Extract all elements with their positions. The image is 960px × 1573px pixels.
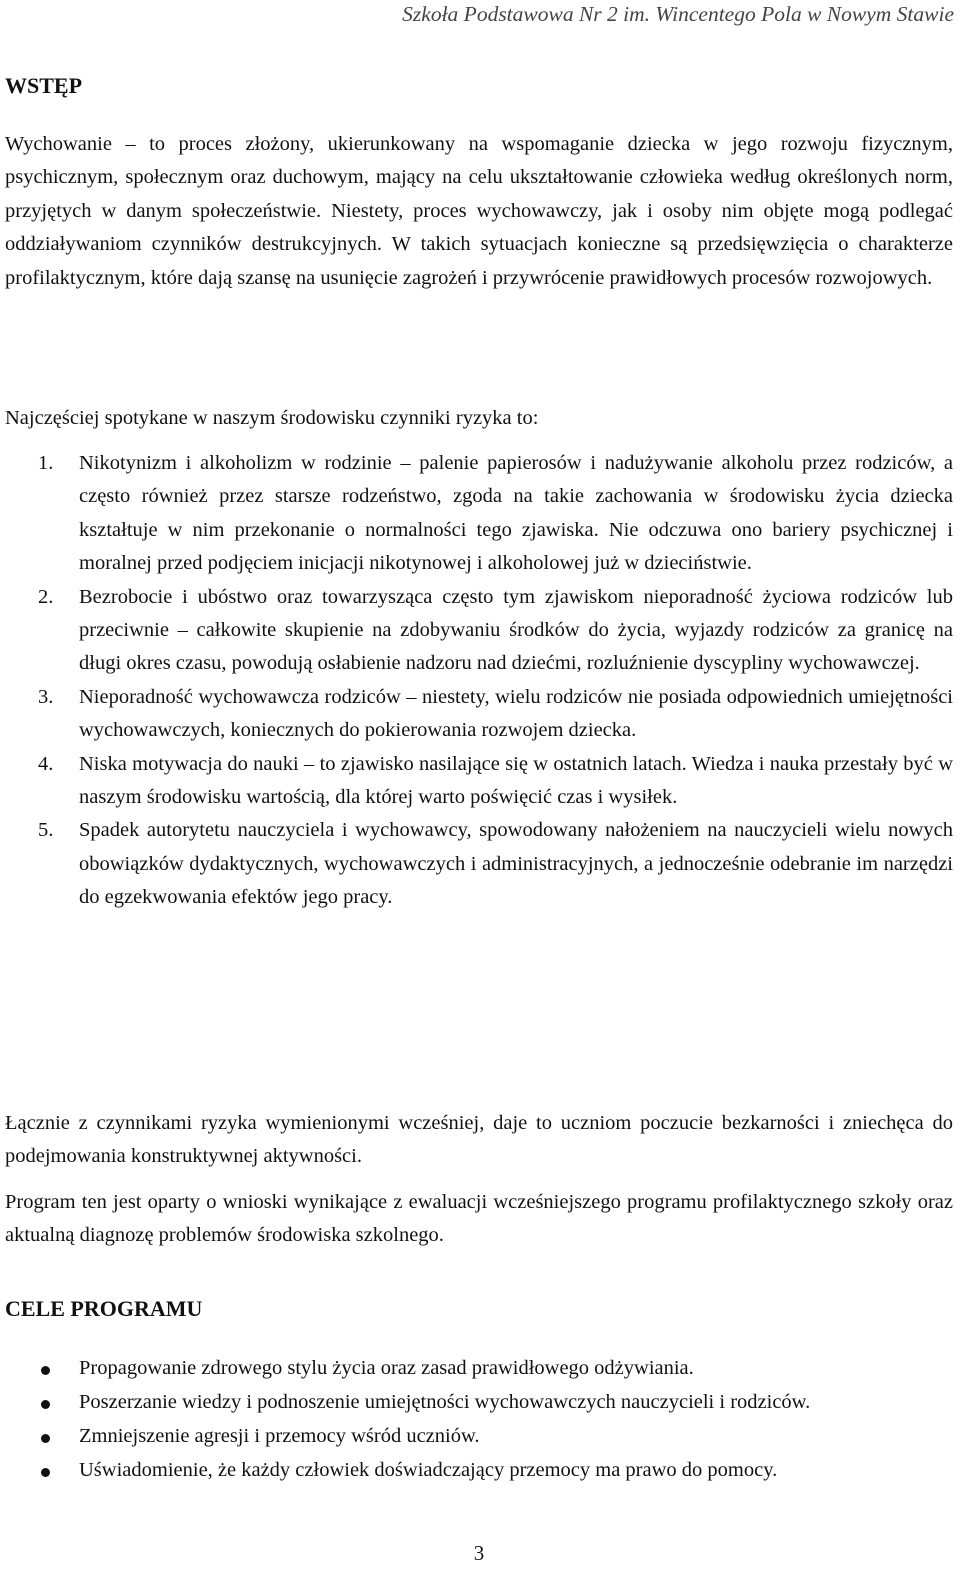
list-item-number: 3. <box>38 685 54 708</box>
bullet-icon <box>41 1366 50 1375</box>
list-item-text: Nieporadność wychowawcza rodziców – niestety, wielu rodziców nie posiada odpowiednich umiejętności wychowawczych, koniecznych do pokierowania rozwojem dziecka. <box>79 685 953 742</box>
list-item-text: Niska motywacja do nauki – to zjawisko nasilające się w ostatnich latach. Wiedza i nauka przestały być w naszym środowisku wartością, dla której warto poświęcić czas i wysiłek. <box>79 752 953 809</box>
list-item-text: Bezrobocie i ubóstwo oraz towarzysząca często tym zjawiskom nieporadność życiowa rodziców lub przeciwnie – całkowite skupienie na zdobywaniu środków do życia, wyjazdy rodziców za granicę na długi okres czasu, powodują osłabienie nadzoru nad dziećmi, rozluźnienie dyscypliny wychowawczej. <box>79 585 953 675</box>
list-item <box>5 748 953 815</box>
goals-list <box>5 1352 953 1488</box>
risk-factors-intro: Najczęściej spotykane w naszym środowisku czynniki ryzyka to: <box>5 407 539 429</box>
bullet-icon <box>41 1434 50 1443</box>
list-item <box>5 814 953 914</box>
list-item-number: 1. <box>38 452 54 474</box>
list-item-text: Poszerzanie wiedzy i podnoszenie umiejętności wychowawczych nauczycieli i rodziców. <box>79 1391 811 1414</box>
bullet-icon <box>41 1468 50 1477</box>
list-item <box>5 681 953 748</box>
running-header: Szkoła Podstawowa Nr 2 im. Wincentego Pola w Nowym Stawie <box>402 2 954 26</box>
page-number: 3 <box>473 1541 485 1565</box>
list-item <box>5 1420 953 1453</box>
list-item-text: Uświadomienie, że każdy człowiek doświadczający przemocy ma prawo do pomocy. <box>79 1459 778 1482</box>
list-item-number: 5. <box>38 819 54 842</box>
list-item <box>5 447 953 581</box>
section-heading-goals: CELE PROGRAMU <box>5 1296 203 1321</box>
bullet-icon <box>41 1400 50 1409</box>
list-item <box>5 1454 953 1487</box>
list-item-text: Zmniejszenie agresji i przemocy wśród uczniów. <box>79 1425 480 1448</box>
list-item <box>5 581 953 681</box>
list-item <box>5 1352 953 1385</box>
list-item-text: Nikotynizm i alkoholizm w rodzinie – palenie papierosów i nadużywanie alkoholu przez rodziców, a często również przez starsze rodzeństwo, zgoda na takie zachowania w środowisku życia dziecka kształtuje w nim przekonanie o normalności tego zjawiska. Nie odczuwa ono bariery psychicznej i moralnej przed podjęciem inicjacji nikotynowej i alkoholowej już w dzieciństwie. <box>79 452 953 575</box>
risk-factors-list <box>5 447 953 915</box>
section-heading-introduction: WSTĘP <box>5 73 83 98</box>
list-item-number: 2. <box>38 585 54 608</box>
summary-paragraph-2: Program ten jest oparty o wnioski wynikające z ewaluacji wcześniejszego programu profilaktycznego szkoły oraz aktualną diagnozę problemów środowiska szkolnego. <box>5 1191 953 1247</box>
list-item-text: Spadek autorytetu nauczyciela i wychowawcy, spowodowany nałożeniem na nauczycieli wielu nowych obowiązków dydaktycznych, wychowawczych i administracyjnych, a jednocześnie odebranie im narzędzi do egzekwowania efektów jego pracy. <box>79 819 953 909</box>
intro-paragraph: Wychowanie – to proces złożony, ukierunkowany na wspomaganie dziecka w jego rozwoju fizycznym, psychicznym, społecznym oraz duchowym, mający na celu ukształtowanie człowieka według określonych norm, przyjętych w danym społeczeństwie. Niestety, proces wychowawczy, jak i osoby nim objęte mogą podlegać oddziaływaniom czynników destrukcyjnych. W takich sytuacjach konieczne są przedsięwzięcia o charakterze profilaktycznym, które dają szansę na usunięcie zagrożeń i przywrócenie prawidłowych procesów rozwojowych. <box>5 133 953 289</box>
list-item <box>5 1386 953 1419</box>
list-item-number: 4. <box>38 752 54 775</box>
list-item-text: Propagowanie zdrowego stylu życia oraz zasad prawidłowego odżywiania. <box>79 1357 694 1379</box>
summary-paragraph-1: Łącznie z czynnikami ryzyka wymienionymi wcześniej, daje to uczniom poczucie bezkarności i zniechęca do podejmowania konstruktywnej aktywności. <box>5 1112 953 1168</box>
